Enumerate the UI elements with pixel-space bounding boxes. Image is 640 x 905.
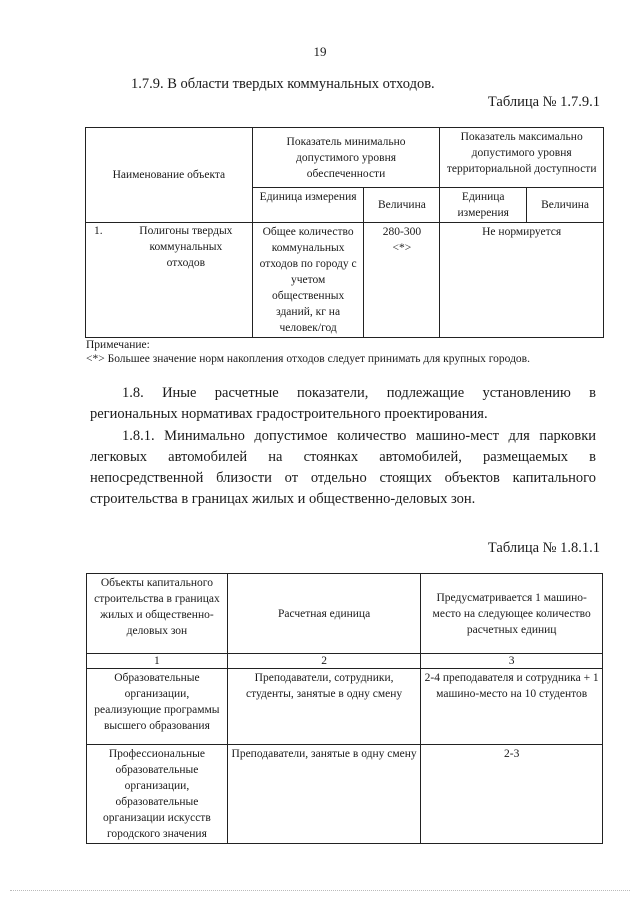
table-cell-amount: 2-3 <box>421 745 603 844</box>
table-caption: Таблица № 1.8.1.1 <box>487 540 600 556</box>
header-object-name: Наименование объекта <box>86 128 253 223</box>
row-object-name: Полигоны твердых коммунальных отходов <box>139 225 233 269</box>
table-cell-max: Не нормируется <box>440 223 604 338</box>
header-unit: Расчетная единица <box>227 574 421 654</box>
col-number: 2 <box>227 654 421 669</box>
waste-table <box>85 127 604 338</box>
row-number: 1. <box>94 225 103 237</box>
table-cell-amount: 2-4 преподавателя и сотрудника + 1 машино-место на 10 студентов <box>421 669 603 745</box>
header-amount: Предусматривается 1 машино-место на следующее количество расчетных единиц <box>421 574 603 654</box>
paragraph: 1.8. Иные расчетные показатели, подлежащие установлению в региональных нормативах градостроительного проектирования. <box>90 385 596 422</box>
section-title: 1.7.9. В области твердых коммунальных отходов. <box>131 76 435 92</box>
paragraph: 1.8.1. Минимально допустимое количество машино-мест для парковки легковых автомобилей на стоянках автомобилей, размещаемых в непосредственной близости от отдельно стоящих объектов капитального строительства в границах жилых и общественно-деловых зон. <box>90 428 596 507</box>
parking-table <box>86 573 603 844</box>
table-cell-object: Профессиональные образовательные организации, образовательные организации искусств городского значения <box>87 745 228 844</box>
col-number: 3 <box>421 654 603 669</box>
page-number: 19 <box>313 44 327 59</box>
table-cell-object: Образовательные организации, реализующие программы высшего образования <box>87 669 228 745</box>
table-cell-min-unit: Общее количество коммунальных отходов по городу с учетом общественных зданий, кг на человек/год <box>252 223 364 338</box>
table-cell-object <box>86 223 253 338</box>
page-bottom-edge <box>10 890 630 891</box>
table-caption: Таблица № 1.7.9.1 <box>487 94 600 110</box>
header-objects: Объекты капитального строительства в границах жилых и общественно-деловых зон <box>87 574 228 654</box>
header-max-level: Показатель максимально допустимого уровня территориальной доступности <box>440 128 604 188</box>
header-max-unit: Единица измерения <box>440 188 527 223</box>
header-min-unit: Единица измерения <box>252 188 364 223</box>
table-cell-unit: Преподаватели, занятые в одну смену <box>227 745 421 844</box>
header-min-level: Показатель минимально допустимого уровня обеспеченности <box>252 128 440 188</box>
table-cell-min-value: 280-300 <*> <box>364 223 440 338</box>
col-number: 1 <box>87 654 228 669</box>
table-cell-unit: Преподаватели, сотрудники, студенты, занятые в одну смену <box>227 669 421 745</box>
note-label: Примечание: <box>86 339 150 351</box>
header-max-value: Величина <box>527 188 604 223</box>
note-text: <*> Большее значение норм накопления отходов следует принимать для крупных городов. <box>86 353 530 365</box>
header-min-value: Величина <box>364 188 440 223</box>
